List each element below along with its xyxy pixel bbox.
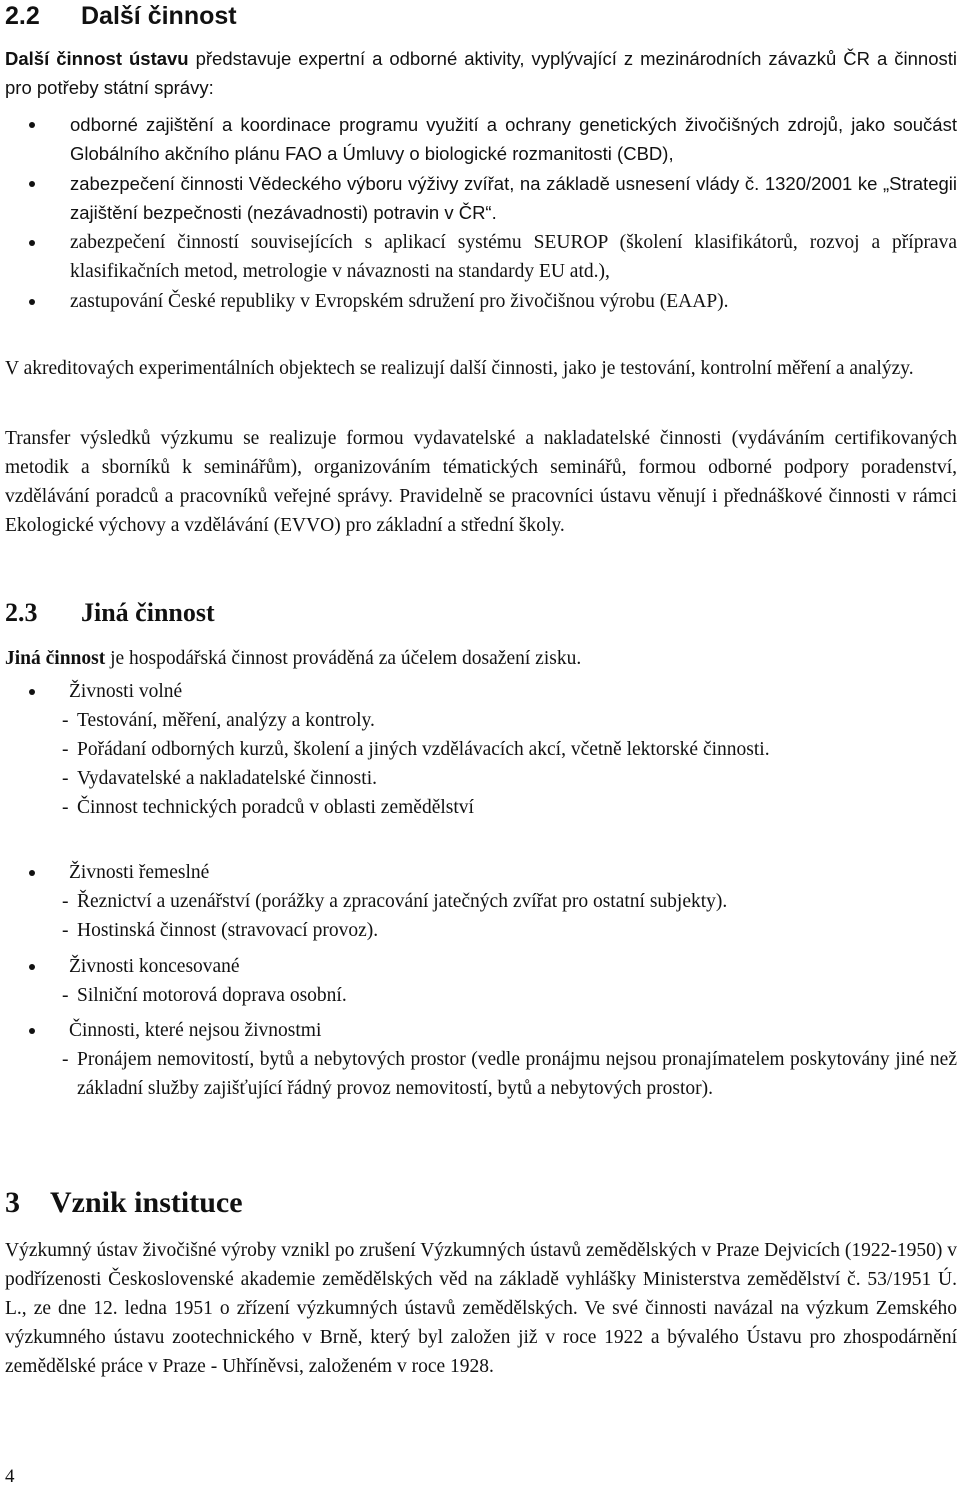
page-number: 4 xyxy=(5,1466,15,1487)
section-number: 2.2 xyxy=(5,2,40,30)
dash-marker: - xyxy=(62,985,69,1006)
dash-marker: - xyxy=(62,797,69,818)
list-item xyxy=(5,1045,957,1103)
dash-marker: - xyxy=(62,1049,69,1070)
list-item xyxy=(5,110,957,168)
bullet-icon xyxy=(29,181,35,187)
activity-list xyxy=(5,110,957,316)
paragraph-origin: Výzkumný ústav živočišné výroby vznikl po zrušení Výzkumných ústavů zemědělských v Praze Dejvicích (1922-1950) v podřízenosti Československé akademie zemědělských věd na základě vyhlášky Ministerstva zemědělství č. 53/1951 Ú. L., ze dne 12. ledna 1951 o zřízení výzkumných ústavů zemědělských. Ve své činnosti navázal na výzkum Zemského výzkumného ústavu zootechnického v Brně, který byl založen již v roce 1922 a bývalého Ústavu pro zhospodárnění zemědělské práce v Praze - Uhříněvsi, založeném v roce 1928. xyxy=(5,1240,957,1377)
bullet-icon xyxy=(29,122,35,128)
group-heading xyxy=(5,952,957,981)
section-title: Další činnost xyxy=(81,2,237,30)
intro-text: představuje expertní a odborné aktivity, vyplývající z mezinárodních závazků ČR a činnosti pro potřeby státní správy: xyxy=(5,48,957,98)
group-heading-text: Činnosti, které nejsou živnostmi xyxy=(69,1020,322,1041)
bullet-icon xyxy=(29,870,35,876)
dash-marker: - xyxy=(62,768,69,789)
paragraph-accredited: V akreditovaých experimentálních objektech se realizují další činnosti, jako je testování, kontrolní měření a analýzy. xyxy=(5,358,914,379)
trade-group-craft xyxy=(5,858,957,945)
list-item xyxy=(5,706,957,735)
list-item xyxy=(5,735,957,764)
list-item-text: Činnost technických poradců v oblasti zemědělství xyxy=(77,797,474,818)
list-item-text: Řeznictví a uzenářství (porážky a zpracování jatečných zvířat pro ostatní subjekty). xyxy=(77,891,728,912)
dash-marker: - xyxy=(62,891,69,912)
dash-marker: - xyxy=(62,739,69,760)
chapter-heading-3 xyxy=(5,1186,243,1220)
list-item xyxy=(5,793,957,822)
section-title: Jiná činnost xyxy=(81,598,215,627)
section-number: 2.3 xyxy=(5,598,38,627)
list-item xyxy=(5,228,957,286)
list-item xyxy=(5,287,957,316)
list-item xyxy=(5,981,957,1010)
trade-group-licensed xyxy=(5,952,957,1010)
intro-bold: Další činnost ústavu xyxy=(5,48,189,69)
list-item-text: Silniční motorová doprava osobní. xyxy=(77,985,347,1006)
list-item-text: zabezpečení činnosti Vědeckého výboru výživy zvířat, na základě usnesení vlády č. 1320/2001 ke „Strategii zajištění bezpečnosti (nezávadnosti) potravin v ČR“. xyxy=(70,173,957,223)
chapter-number: 3 xyxy=(5,1186,20,1219)
dash-marker: - xyxy=(62,710,69,731)
list-item-text: Testování, měření, analýzy a kontroly. xyxy=(77,710,375,731)
bullet-icon xyxy=(29,964,35,970)
list-item xyxy=(5,764,957,793)
paragraph-transfer: Transfer výsledků výzkumu se realizuje formou vydavatelské a nakladatelské činnosti (vydáváním certifikovaných metodik a sborníků k seminářům), organizováním tématických seminářů, formou odborné podpory poradenství, vzdělávání poradců a pracovníků veřejné správy. Pravidelně se pracovníci ústavu věnují i přednáškové činnosti v rámci Ekologické výchovy a vzdělávání (EVVO) pro základní a střední školy. xyxy=(5,428,957,536)
group-heading-text: Živnosti řemeslné xyxy=(69,862,210,883)
list-item-text: zabezpečení činností souvisejících s aplikací systému SEUROP (školení klasifikátorů, rozvoj a příprava klasifikačních metod, metrologie v návaznosti na standardy EU atd.), xyxy=(70,232,957,282)
section-heading-2-2 xyxy=(5,2,237,31)
trade-group-non-trade xyxy=(5,1016,957,1103)
list-item-text: Vydavatelské a nakladatelské činnosti. xyxy=(77,768,377,789)
list-item-text: Pronájem nemovitostí, bytů a nebytových prostor (vedle pronájmu nejsou pronajímatelem poskytovány jiné než základní služby zajišťující řádný provoz nemovitostí, bytů a nebytových prostor). xyxy=(77,1049,957,1099)
dash-marker: - xyxy=(62,920,69,941)
group-heading xyxy=(5,1016,957,1045)
list-item xyxy=(5,916,957,945)
list-item xyxy=(5,169,957,227)
list-item-text: zastupování České republiky v Evropském sdružení pro živočišnou výrobu (EAAP). xyxy=(70,291,729,312)
intro-text: je hospodářská činnost prováděná za účelem dosažení zisku. xyxy=(105,648,582,669)
trade-group-free xyxy=(5,677,957,822)
section-heading-2-3 xyxy=(5,598,215,628)
list-item-text: Pořádaní odborných kurzů, školení a jiných vzdělávacích akcí, včetně lektorské činnosti. xyxy=(77,739,770,760)
intro-paragraph-2-3 xyxy=(5,644,957,673)
group-heading xyxy=(5,858,957,887)
group-heading xyxy=(5,677,957,706)
bullet-icon xyxy=(29,689,35,695)
list-item-text: Hostinská činnost (stravovací provoz). xyxy=(77,920,379,941)
intro-paragraph-2-2 xyxy=(5,44,957,102)
bullet-icon xyxy=(29,1028,35,1034)
bullet-icon xyxy=(29,299,35,305)
list-item xyxy=(5,887,957,916)
list-item-text: odborné zajištění a koordinace programu využití a ochrany genetických živočišných zdrojů, jako součást Globálního akčního plánu FAO a Úmluvy o biologické rozmanitosti (CBD), xyxy=(70,114,957,164)
bullet-icon xyxy=(29,240,35,246)
group-heading-text: Živnosti volné xyxy=(69,681,183,702)
chapter-title: Vznik instituce xyxy=(50,1186,243,1219)
intro-bold: Jiná činnost xyxy=(5,648,106,669)
group-heading-text: Živnosti koncesované xyxy=(69,956,240,977)
